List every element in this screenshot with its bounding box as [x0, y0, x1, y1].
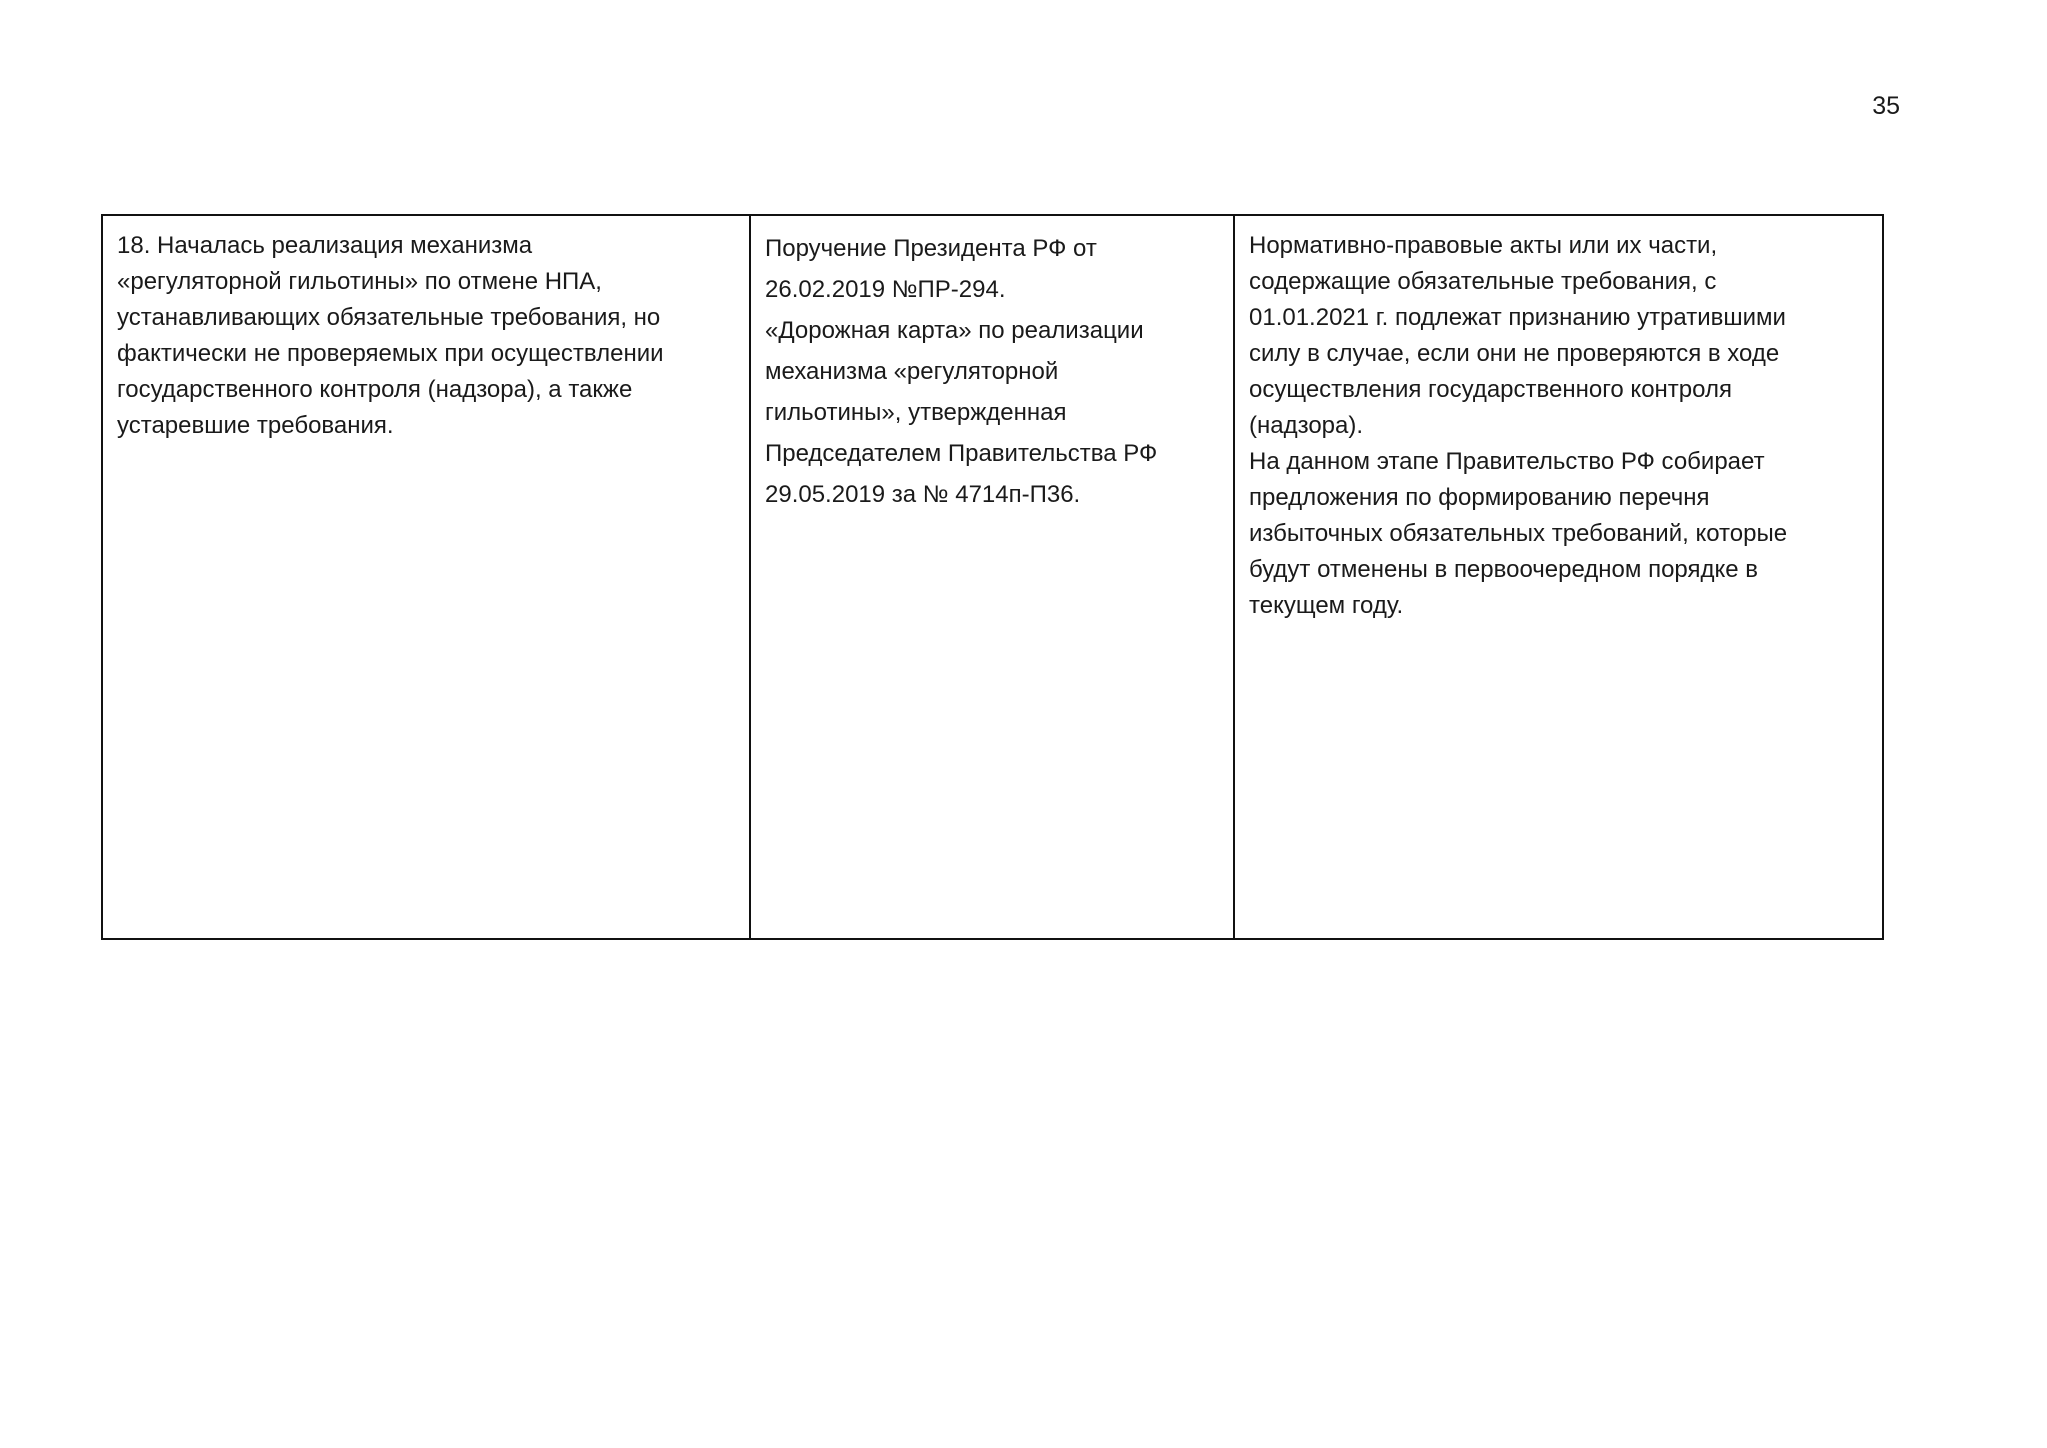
page-number: 35 [1872, 92, 1900, 120]
document-table [101, 214, 1884, 940]
cell-text-line: гильотины», утвержденная [765, 399, 1067, 426]
cell-text-line: устаревшие требования. [117, 412, 394, 439]
cell-text-line: Нормативно-правовые акты или их части, [1249, 232, 1718, 259]
cell-text-line: (надзора). [1249, 412, 1364, 439]
table-cell-measure [103, 216, 749, 938]
cell-text-line: осуществления государственного контроля [1249, 376, 1732, 403]
cell-text-line: предложения по формированию перечня [1249, 484, 1710, 511]
cell-text-line: 18. Началась реализация механизма [117, 232, 533, 259]
cell-text-line: текущем году. [1249, 592, 1404, 619]
cell-text-line: механизма «регуляторной [765, 358, 1059, 385]
cell-text-line: содержащие обязательные требования, с [1249, 268, 1717, 295]
cell-text-line: На данном этапе Правительство РФ собирает [1249, 448, 1765, 475]
cell-text-line: 29.05.2019 за № 4714п-П36. [765, 481, 1081, 508]
cell-text-line: Поручение Президента РФ от [765, 235, 1097, 262]
table-cell-basis [749, 216, 1233, 938]
table-cell-description [1233, 216, 1882, 938]
cell-text-line: будут отменены в первоочередном порядке в [1249, 556, 1759, 583]
cell-text-line: устанавливающих обязательные требования, но [117, 304, 661, 331]
cell-text-line: государственного контроля (надзора), а также [117, 376, 633, 403]
cell-text-line: избыточных обязательных требований, которые [1249, 520, 1788, 547]
cell-text-line: 01.01.2021 г. подлежат признанию утратившими [1249, 304, 1786, 331]
cell-text-line: Председателем Правительства РФ [765, 440, 1158, 467]
cell-text-line: силу в случае, если они не проверяются в ходе [1249, 340, 1780, 367]
cell-text-line: 26.02.2019 №ПР-294. [765, 276, 1006, 303]
cell-text-line: фактически не проверяемых при осуществлении [117, 340, 664, 367]
cell-text-line: «Дорожная карта» по реализации [765, 317, 1144, 344]
cell-text-line: «регуляторной гильотины» по отмене НПА, [117, 268, 602, 295]
